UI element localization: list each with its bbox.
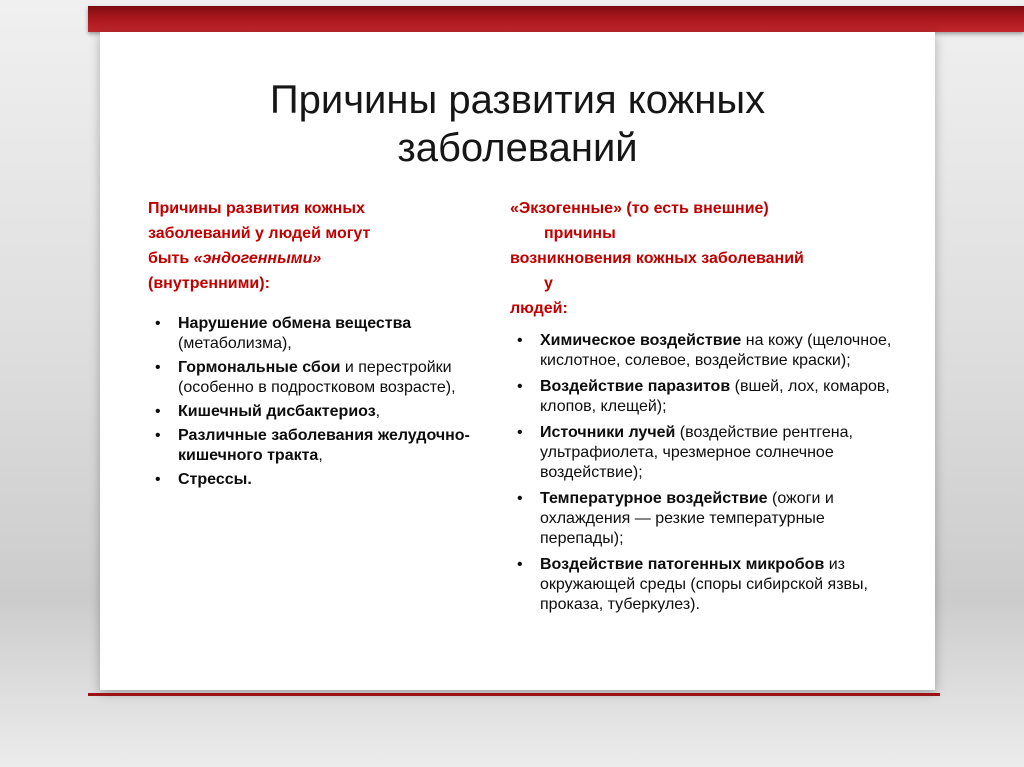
right-intro-line-5: людей: bbox=[510, 300, 568, 317]
right-intro-line-4: у bbox=[544, 275, 553, 292]
left-column bbox=[148, 196, 478, 621]
left-intro-line-3: быть «эндогенными» bbox=[148, 250, 322, 267]
right-intro-line-3: возникновения кожных заболеваний bbox=[510, 250, 804, 267]
exogenous-causes-list bbox=[510, 331, 892, 615]
list-item: • Химическое воздействие на кожу (щелочное, кислотное, солевое, воздействие краски); bbox=[510, 331, 892, 371]
list-item: • Воздействие патогенных микробов из окружающей среды (споры сибирской язвы, проказа, туберкулез). bbox=[510, 555, 892, 615]
right-intro-line-2: причины bbox=[544, 225, 616, 242]
left-intro-text bbox=[148, 196, 478, 296]
list-item: • Кишечный дисбактериоз, bbox=[148, 402, 478, 422]
left-intro-line-4: (внутренними): bbox=[148, 275, 270, 292]
list-item: • Источники лучей (воздействие рентгена, ультрафиолета, чрезмерное солнечное воздействие); bbox=[510, 423, 892, 483]
list-item: • Гормональные сбои и перестройки (особенно в подростковом возрасте), bbox=[148, 358, 478, 398]
slide-top-accent-bar bbox=[88, 6, 1024, 32]
page-title bbox=[140, 76, 895, 172]
endogenous-term: «эндогенными» bbox=[193, 250, 322, 267]
list-item: • Нарушение обмена вещества (метаболизма), bbox=[148, 314, 478, 354]
page-title-line-1: Причины развития кожных bbox=[269, 78, 766, 122]
slide-bottom-accent-line bbox=[88, 693, 940, 696]
left-intro-line-1: Причины развития кожных bbox=[148, 200, 365, 217]
right-intro-line-1: «Экзогенные» (то есть внешние) bbox=[510, 200, 769, 217]
page-title-line-2: заболеваний bbox=[397, 126, 638, 170]
list-item: • Различные заболевания желудочно-кишечного тракта, bbox=[148, 426, 478, 466]
endogenous-causes-list bbox=[148, 314, 478, 490]
list-item: • Температурное воздействие (ожоги и охлаждения — резкие температурные перепады); bbox=[510, 489, 892, 549]
right-column bbox=[510, 196, 892, 621]
right-intro-text bbox=[510, 196, 892, 321]
slide bbox=[100, 32, 935, 690]
list-item: • Стрессы. bbox=[148, 470, 478, 490]
list-item: • Воздействие паразитов (вшей, лох, комаров, клопов, клещей); bbox=[510, 377, 892, 417]
left-intro-line-2: заболеваний у людей могут bbox=[148, 225, 371, 242]
content-columns bbox=[100, 196, 935, 621]
